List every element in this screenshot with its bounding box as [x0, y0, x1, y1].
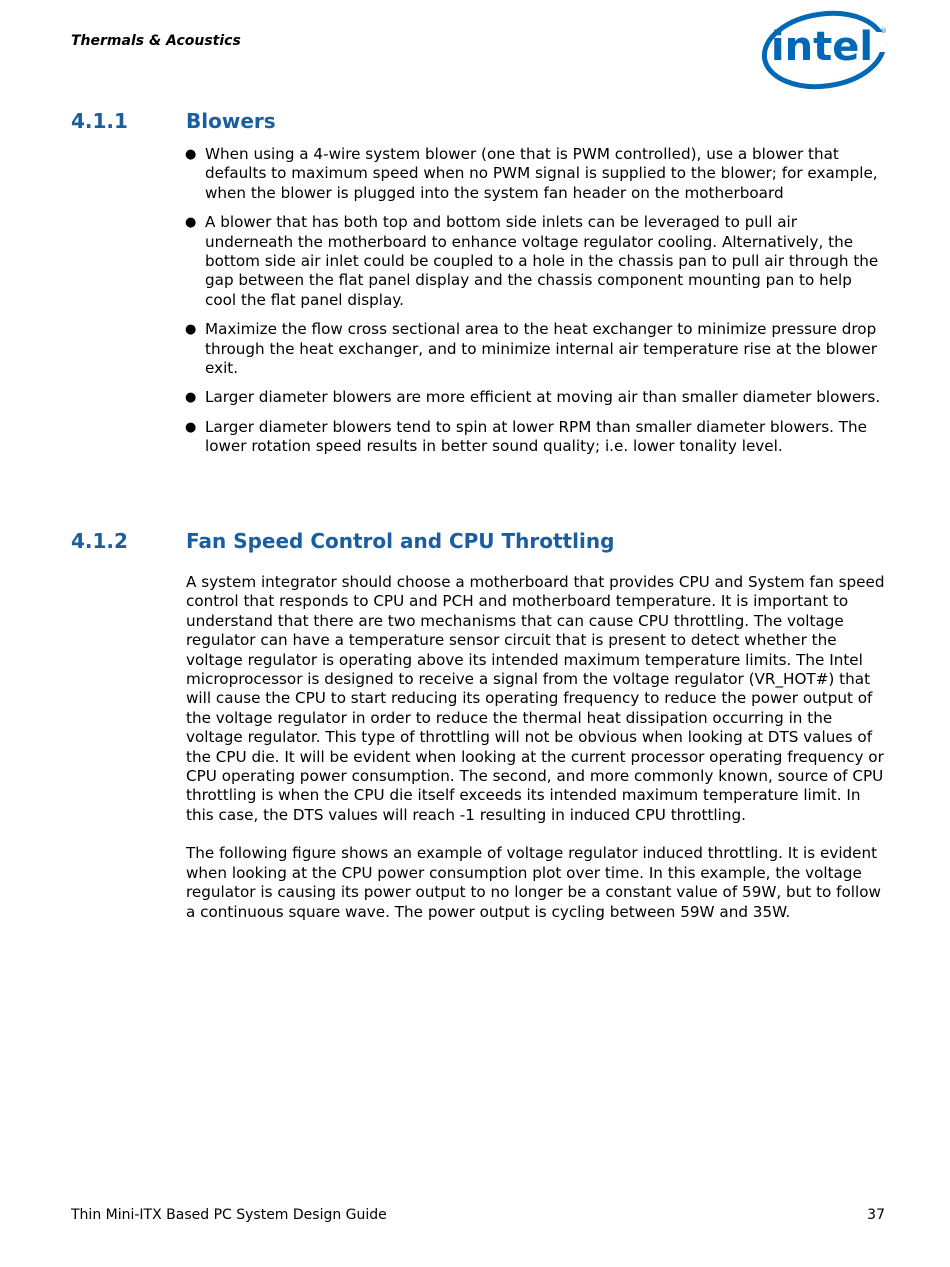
bullet-icon: ● [185, 147, 197, 162]
page-number: 37 [867, 1207, 885, 1223]
list-item: ● Larger diameter blowers are more efficient at moving air than smaller diameter blowers. [185, 388, 881, 407]
list-item: ● When using a 4-wire system blower (one that is PWM controlled), use a blower that defaults to maximum speed when no PWM signal is supplied to the blower; for example, when the blower is plugged into the system fan header on the motherboard [185, 145, 878, 202]
intel-logo [760, 6, 892, 94]
running-header: Thermals & Acoustics [71, 33, 241, 49]
paragraph: The following figure shows an example of voltage regulator induced throttling. It is evident when looking at the CPU power consumption plot over time. In this example, the voltage regulator is causing its power output to no longer be a constant value of 59W, but to follow a continuous square wave. The power output is cycling between 59W and 35W. [186, 844, 881, 921]
section-heading-4-1-1 [71, 109, 276, 133]
section-title: Blowers [186, 109, 276, 133]
list-item: ● Larger diameter blowers tend to spin at lower RPM than smaller diameter blowers. The lower rotation speed results in better sound quality; i.e. lower tonality level. [185, 417, 868, 456]
svg-text:®: ® [880, 27, 887, 35]
bullet-icon: ● [185, 419, 197, 435]
list-item: ● A blower that has both top and bottom side inlets can be leveraged to pull air underneath the motherboard to enhance voltage regulator cooling. Alternatively, the bottom side air inlet could be coupled to a hole in the chassis pan to pull air through the gap between the flat panel display and the chassis component mounting pan to help cool the flat panel display. [185, 213, 879, 309]
bullet-icon: ● [185, 215, 197, 231]
section-title: Fan Speed Control and CPU Throttling [186, 529, 615, 553]
footer-document-title: Thin Mini-ITX Based PC System Design Guide [71, 1207, 387, 1223]
bullet-icon: ● [185, 322, 197, 338]
fan-speed-body [186, 573, 886, 941]
section-heading-4-1-2 [71, 529, 614, 553]
list-item: ● Maximize the flow cross sectional area to the heat exchanger to minimize pressure drop through the heat exchanger, and to minimize internal air temperature rise at the blower exit. [185, 320, 877, 378]
section-number: 4.1.1 [71, 109, 128, 133]
bullet-icon: ● [185, 390, 197, 406]
blowers-bullet-list [185, 145, 885, 467]
intel-logo-text: intel [770, 24, 874, 70]
paragraph: A system integrator should choose a motherboard that provides CPU and System fan speed control that responds to CPU and PCH and motherboard temperature. It is important to understand that there are two mechanisms that can cause CPU throttling. The voltage regulator can have a temperature sensor circuit that is present to detect whether the voltage regulator is operating above its intended maximum temperature limits. The Intel microprocessor is designed to receive a signal from the voltage regulator (VR_HOT#) that will cause the CPU to start reducing its operating frequency to reduce the power output of the voltage regulator in order to reduce the thermal heat dissipation occurring in the voltage regulator. This type of throttling will not be obvious when looking at DTS values of the CPU die. It will be evident when looking at the current processor operating frequency or CPU operating power consumption. The second, and more commonly known, source of CPU throttling is when the CPU die itself exceeds its intended maximum temperature limit. In this case, the DTS values will reach -1 resulting in induced CPU throttling. [186, 573, 885, 824]
section-number: 4.1.2 [71, 529, 128, 553]
